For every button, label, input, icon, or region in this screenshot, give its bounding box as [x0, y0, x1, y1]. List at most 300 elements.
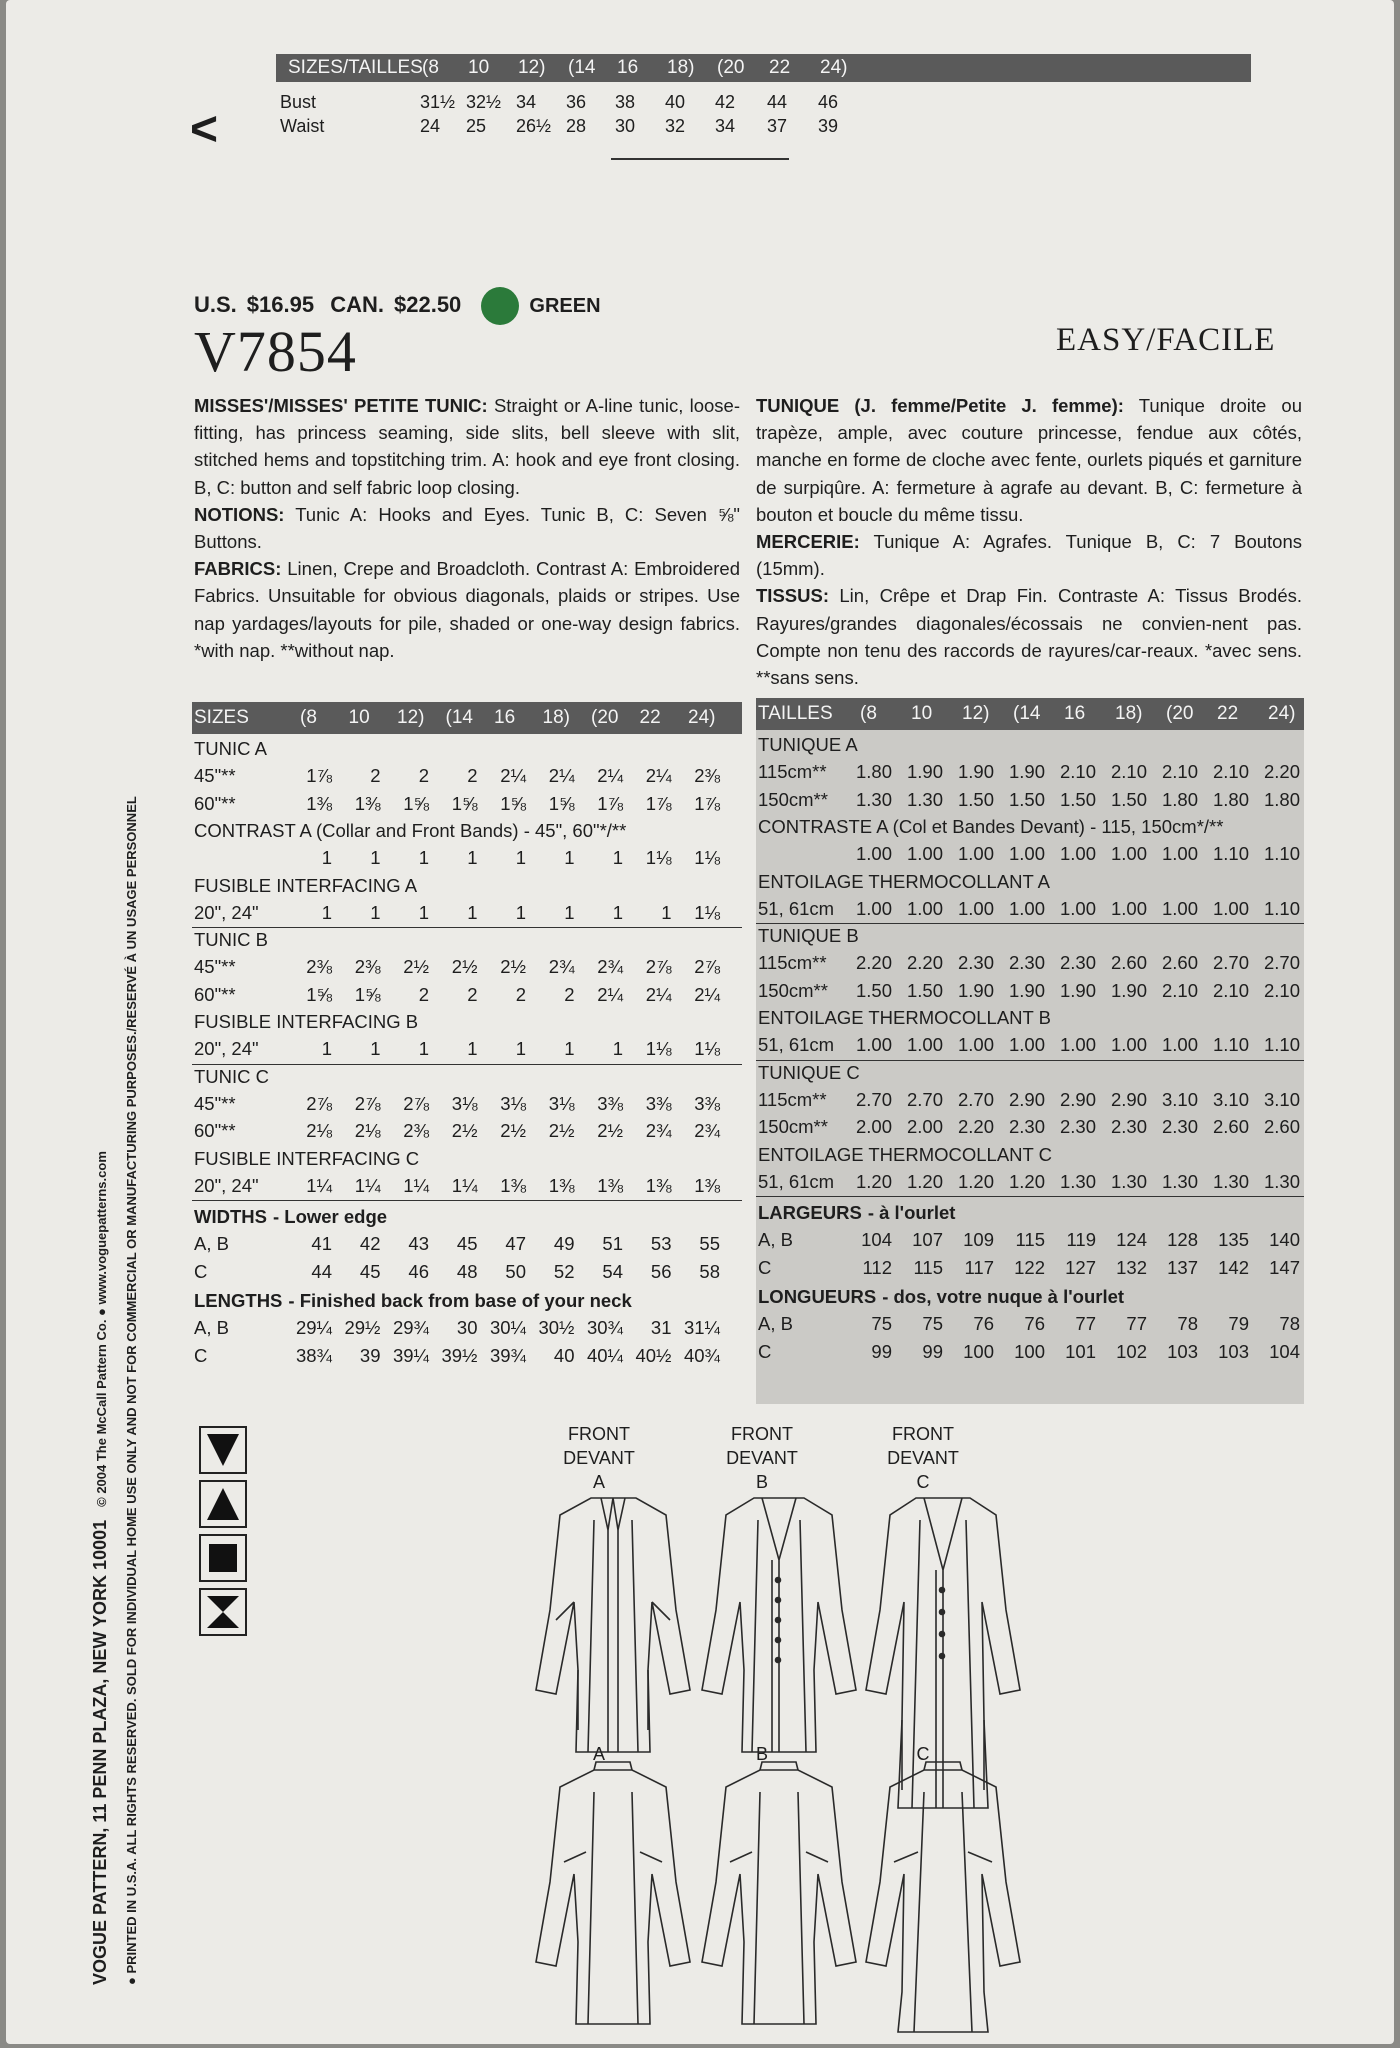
table_fr-cell: 2.20 — [855, 952, 892, 974]
table_fr-section-label: TUNIQUE A — [758, 734, 858, 755]
table_en-cell: 2⅜ — [403, 1120, 429, 1142]
table_en-lengths-cell: 40¼ — [586, 1344, 623, 1366]
table_en-cell: 1 — [612, 901, 623, 923]
table_en-cell: 1 — [515, 901, 526, 923]
table_fr-cell: 1.30 — [855, 788, 892, 810]
table_fr-cell: 1.50 — [1110, 788, 1147, 810]
table_en-lengths-title: LENGTHS - Finished back from base of your neck — [194, 1290, 632, 1311]
desc-fr-body: Tunique droite ou trapèze, ample, avec couture princesse, fendue aux côtés, manche en forme de cloche avec fente, ourlets piqués et garniture de surpiqûre. A: fermeture à agrafe au devant. B, C: fermeture à bouton et boucle du même tissu. — [756, 395, 1302, 525]
color-dot-icon — [481, 287, 519, 325]
table_fr-cell: 1.50 — [1059, 788, 1096, 810]
table_en-cell: 3⅛ — [451, 1092, 478, 1114]
front-view-a-illustration — [536, 1498, 690, 1752]
table_en-size-header: (8 — [300, 707, 317, 728]
table_fr-cell: 1.80 — [855, 761, 892, 783]
waist-value: 34 — [715, 116, 736, 136]
table_en-widths-cell: 45 — [456, 1233, 478, 1255]
table_fr-cell: 2.10 — [1212, 761, 1249, 783]
table_en-cell: 2 — [564, 983, 575, 1005]
yardage-table-fr — [756, 698, 1304, 1404]
size-chart-underline — [611, 158, 789, 160]
back-label-c: C — [916, 1744, 930, 1764]
table_en-size-header: 18) — [542, 707, 570, 728]
table_en-lengths-cell: 29¾ — [392, 1317, 429, 1339]
us-price: $16.95 — [246, 291, 315, 317]
desc-en-body: Straight or A-line tunic, loose-fitting, has princess seaming, side slits, bell sleeve with slit, stitched hems and topstitching trim. A: hook and eye front closing. B, C: button and self fabric loop closing. — [194, 395, 740, 498]
table_fr-cell: 1.00 — [1161, 1034, 1198, 1056]
table_fr-cell: 1.90 — [1059, 979, 1096, 1001]
table_fr-cell: 2.30 — [1161, 1116, 1198, 1138]
table_en-cell: 3⅜ — [645, 1092, 672, 1114]
table_en-cell: 1 — [467, 1038, 478, 1060]
table_en-widths-cell: 55 — [699, 1233, 720, 1255]
table_en-cell: 2 — [418, 983, 429, 1005]
table_fr-cell: 1.50 — [855, 979, 892, 1001]
table_en-lengths-label: A, B — [194, 1317, 229, 1339]
table_fr-row-label: 115cm** — [758, 1088, 827, 1110]
table_fr-cell: 2.30 — [1110, 1116, 1147, 1138]
table_fr-cell: 2.30 — [1008, 952, 1045, 974]
table_fr-lengths-cell: 101 — [1065, 1340, 1096, 1362]
garment-illustrations — [526, 1490, 1046, 2040]
table_en-lengths-label: C — [194, 1344, 208, 1366]
waist-value: 30 — [615, 116, 636, 136]
table_en-widths-cell: 41 — [311, 1233, 332, 1255]
table_en-cell: 2⅛ — [354, 1120, 381, 1142]
table_fr-size-header: 16 — [1064, 703, 1086, 724]
table_en-lengths-cell: 30½ — [538, 1317, 575, 1339]
table_fr-cell: 1.30 — [1161, 1170, 1198, 1192]
table_en-widths-cell: 46 — [408, 1260, 429, 1282]
table_en-lengths-cell: 39¾ — [489, 1344, 526, 1366]
table_fr-row-label: 51, 61cm — [758, 897, 835, 919]
table_fr-cell: 2.30 — [957, 952, 994, 974]
table_fr-cell: 2.10 — [1059, 761, 1096, 783]
table_en-widths-cell: 44 — [311, 1260, 332, 1282]
table_en-size-header: (14 — [445, 707, 473, 728]
size-chart-header — [276, 54, 1251, 82]
table_fr-size-header: (8 — [860, 703, 877, 724]
table_en-cell: 3⅜ — [597, 1092, 623, 1114]
table_en-widths-cell: 53 — [650, 1233, 672, 1255]
table_fr-row-label: 115cm** — [758, 952, 827, 974]
table_en-cell: 2⅛ — [306, 1120, 332, 1142]
table_fr-cell: 1.20 — [855, 1170, 892, 1192]
table_en-cell: 2¼ — [597, 765, 623, 787]
notions-en-label: NOTIONS: — [194, 503, 285, 525]
table_fr-cell: 1.00 — [1212, 897, 1249, 919]
table_en-cell: 2¼ — [645, 983, 672, 1005]
table_en-row-label: 60"** — [194, 1120, 236, 1142]
size-chart-size: (8 — [422, 57, 439, 78]
table_fr-widths-cell: 115 — [1015, 1229, 1045, 1251]
table_fr-cell: 1.00 — [957, 843, 994, 865]
table_fr-lengths-cell: 76 — [1024, 1313, 1045, 1335]
table_fr-widths-label: C — [758, 1256, 772, 1278]
size-chart-size: (20 — [717, 57, 745, 78]
table_fr-row-label: 150cm** — [758, 788, 828, 810]
table_en-widths-cell: 58 — [699, 1260, 720, 1282]
table_en-row-label: 60"** — [194, 983, 236, 1005]
table_en-row-label: 20", 24" — [194, 1038, 259, 1060]
table_en-widths-cell: 45 — [359, 1260, 381, 1282]
table_fr-cell: 2.70 — [906, 1088, 943, 1110]
table_fr-lengths-cell: 75 — [922, 1313, 943, 1335]
table_fr-lengths-cell: 75 — [871, 1313, 892, 1335]
table_en-cell: 2⅞ — [354, 1092, 381, 1114]
table_en-size-header: 16 — [494, 707, 516, 728]
table_fr-row-label: 150cm** — [758, 1116, 828, 1138]
table_en-cell: 3⅜ — [694, 1092, 720, 1114]
table_fr-cell: 1.90 — [957, 761, 994, 783]
table_en-row-label: 20", 24" — [194, 1174, 259, 1196]
table_fr-cell: 1.80 — [1161, 788, 1198, 810]
fabrics-en: Linen, Crepe and Broadcloth. Contrast A: Embroidered Fabrics. Unsuitable for obvious diagonals, plaids or stripes. Use nap yardages/layouts for pile, shaded or one-way design fabrics. *with nap. **without nap. — [194, 558, 741, 661]
can-price: $22.50 — [394, 291, 462, 317]
table_fr-cell: 2.70 — [957, 1088, 994, 1110]
table_fr-header-label: TAILLES — [758, 703, 833, 724]
waist-label: Waist — [280, 116, 325, 136]
table_en-cell: 1 — [321, 901, 332, 923]
table_fr-widths-cell: 109 — [963, 1229, 994, 1251]
table_en-cell: 1 — [418, 847, 429, 869]
table_en-section-label: FUSIBLE INTERFACING B — [194, 1011, 419, 1032]
table_fr-lengths-label: C — [758, 1340, 772, 1362]
fabrics-fr: Lin, Crêpe et Drap Fin. Contraste A: Tissus Brodés. Rayures/grandes diagonales/écossais ne convien-nent pas. Compte non tenu des raccords de rayures/car-reaux. *avec sens. **sans sens. — [756, 585, 1302, 689]
table_en-cell: 1¼ — [451, 1174, 478, 1196]
table_fr-lengths-cell: 78 — [1279, 1313, 1300, 1335]
table_en-size-header: 10 — [348, 707, 370, 728]
table_fr-widths-cell: 142 — [1218, 1256, 1249, 1278]
table_en-cell: 2½ — [500, 1120, 526, 1142]
table_fr-row-label: 51, 61cm — [758, 1034, 835, 1056]
table_fr-section-label: TUNIQUE C — [758, 1061, 860, 1083]
table_en-cell: 1 — [418, 901, 429, 923]
table_fr-section-label: ENTOILAGE THERMOCOLLANT B — [758, 1007, 1051, 1028]
table_en-lengths-cell: 38¾ — [295, 1344, 332, 1366]
table_en-lengths-cell: 30¾ — [586, 1317, 623, 1339]
table_fr-cell: 1.00 — [1059, 1034, 1096, 1056]
table_fr-cell: 1.00 — [1008, 897, 1045, 919]
table_fr-cell: 2.70 — [855, 1088, 892, 1110]
table_en-cell: 1 — [564, 1038, 575, 1060]
table_fr-widths-cell: 119 — [1066, 1229, 1096, 1251]
table_fr-cell: 3.10 — [1161, 1088, 1198, 1110]
back-label-a: A — [592, 1744, 605, 1764]
table_fr-cell: 1.00 — [906, 843, 943, 865]
table_fr-cell: 1.10 — [1212, 843, 1249, 865]
table_en-size-header: 24) — [688, 707, 716, 728]
table_fr-section-label: ENTOILAGE THERMOCOLLANT C — [758, 1143, 1053, 1165]
table_fr-cell: 2.70 — [1263, 952, 1300, 974]
publisher-side-text: VOGUE PATTERN, 11 PENN PLAZA, NEW YORK 10001 © 2004 The McCall Pattern Co. ● www.voguepatterns.com — [90, 1151, 110, 1985]
table_en-widths-title: WIDTHS - Lower edge — [194, 1206, 388, 1228]
table_en-cell: 1⅜ — [548, 1174, 575, 1196]
size-chart-size: 18) — [667, 57, 695, 78]
can-label: CAN. — [330, 291, 384, 317]
table_en-widths-cell: 52 — [553, 1260, 575, 1282]
table_fr-cell: 2.20 — [906, 952, 943, 974]
table_fr-cell: 2.60 — [1212, 1116, 1249, 1138]
table_en-widths-cell: 56 — [650, 1260, 672, 1282]
table_fr-cell: 1.90 — [1008, 979, 1045, 1001]
table_en-row-label: 45"** — [194, 956, 236, 978]
table_en-cell: 2 — [467, 765, 478, 787]
table_en-cell: 1⅜ — [597, 1174, 623, 1196]
table_fr-lengths-cell: 79 — [1228, 1313, 1249, 1335]
back-label-b: B — [755, 1744, 768, 1764]
table_fr-size-header: 12) — [962, 703, 990, 724]
table_fr-size-header: (20 — [1166, 703, 1194, 724]
waist-value: 37 — [767, 116, 788, 136]
back-view-a-illustration — [536, 1762, 690, 2024]
table_en-cell: 1⅜ — [694, 1174, 720, 1196]
square-symbol-icon — [199, 1534, 247, 1582]
table_en-cell: 1 — [370, 1038, 381, 1060]
table_en-lengths-cell: 29½ — [344, 1317, 381, 1339]
table_en-cell: 2 — [370, 765, 381, 787]
table_en-cell: 3⅛ — [548, 1092, 575, 1114]
table_en-cell: 1⅜ — [306, 792, 332, 814]
table_en-cell: 1⅝ — [354, 983, 381, 1005]
waist-value: 25 — [466, 116, 487, 136]
table_fr-cell: 1.00 — [855, 1034, 892, 1056]
table_en-row-rule — [192, 1064, 742, 1065]
table_fr-lengths-cell: 99 — [922, 1340, 943, 1362]
table_en-cell: 1 — [467, 901, 478, 923]
table_fr-widths-cell: 117 — [964, 1256, 994, 1278]
table_fr-widths-cell: 147 — [1269, 1256, 1300, 1278]
fold-symbol-up-icon — [199, 1480, 247, 1528]
table_en-cell: 1⅞ — [694, 792, 720, 814]
table_en-cell: 2⅜ — [354, 956, 381, 978]
table_fr-widths-cell: 127 — [1065, 1256, 1096, 1278]
bust-row — [6, 92, 1394, 116]
front-label-b: FRONT DEVANT B — [726, 1424, 798, 1492]
table_en-section-label: FUSIBLE INTERFACING C — [194, 1147, 420, 1169]
table_fr-cell: 1.00 — [855, 897, 892, 919]
table_fr-cell: 2.00 — [855, 1116, 892, 1138]
table_fr-widths-cell: 137 — [1167, 1256, 1198, 1278]
size-chart-header-label: SIZES/TAILLES — [288, 57, 423, 78]
table_en-cell: 3⅛ — [500, 1092, 526, 1114]
size-chart-size: 22 — [769, 57, 791, 78]
table_fr-cell: 1.20 — [906, 1170, 943, 1192]
table_fr-row-rule — [756, 1196, 1304, 1197]
table_en-cell: 2½ — [548, 1120, 575, 1142]
table_en-row-rule — [192, 927, 742, 928]
table_fr-row-label: 150cm** — [758, 979, 828, 1001]
table_fr-cell: 1.20 — [1008, 1170, 1045, 1192]
table_fr-cell: 1.00 — [957, 1034, 994, 1056]
table_en-row-rule — [192, 1200, 742, 1201]
table_en-section-label: TUNIC A — [194, 738, 267, 759]
table_en-widths-label: C — [194, 1260, 208, 1282]
us-label: U.S. — [194, 291, 237, 317]
table_fr-widths-cell: 107 — [912, 1229, 943, 1251]
table_en-cell: 1 — [661, 901, 672, 923]
table_fr-row-label: 51, 61cm — [758, 1170, 835, 1192]
size-chart-size: (14 — [568, 57, 596, 78]
table_en-header — [192, 702, 742, 734]
table_fr-widths-cell: 132 — [1116, 1256, 1147, 1278]
table_en-cell: 1 — [612, 847, 623, 869]
notions-en: Tunic A: Hooks and Eyes. Tunic B, C: Seven ⅝" Buttons. — [194, 503, 740, 553]
table_fr-cell: 2.10 — [1110, 761, 1147, 783]
table_fr-cell: 1.00 — [906, 1034, 943, 1056]
waist-value: 24 — [420, 116, 441, 136]
table_fr-cell: 2.90 — [1110, 1088, 1147, 1110]
table_en-cell: 1¼ — [354, 1174, 381, 1196]
table_en-lengths-cell: 40½ — [635, 1344, 672, 1366]
table_fr-widths-cell: 115 — [913, 1256, 943, 1278]
fold-symbol-down-icon — [199, 1426, 247, 1474]
table_en-lengths-cell: 40¾ — [683, 1344, 720, 1366]
table_en-cell: 1 — [321, 847, 332, 869]
table_fr-cell: 2.10 — [1263, 979, 1300, 1001]
notions-fr-label: MERCERIE: — [756, 531, 860, 553]
table_en-cell: 1 — [564, 847, 575, 869]
table_en-cell: 1⅞ — [597, 792, 623, 814]
table_fr-widths-cell: 104 — [861, 1229, 892, 1251]
table_fr-cell: 2.10 — [1161, 979, 1198, 1001]
waist-value: 28 — [566, 116, 587, 136]
table_fr-cell: 1.50 — [957, 788, 994, 810]
table_en-size-header: 12) — [397, 707, 425, 728]
table_en-cell: 1⅞ — [645, 792, 672, 814]
table_fr-cell: 1.00 — [1110, 897, 1147, 919]
table_en-cell: 2½ — [500, 956, 526, 978]
table_en-cell: 1 — [564, 901, 575, 923]
table_en-cell: 2 — [515, 983, 526, 1005]
table_fr-widths-title: LARGEURS - à l'ourlet — [758, 1202, 956, 1224]
table_en-cell: 1⅛ — [645, 847, 672, 869]
table_fr-cell: 1.50 — [906, 979, 943, 1001]
table_fr-cell: 2.60 — [1161, 952, 1198, 974]
table_fr-cell: 1.00 — [1059, 843, 1096, 865]
table_fr-cell: 1.10 — [1263, 897, 1300, 919]
bust-value: 42 — [715, 92, 736, 112]
waist-value: 32 — [665, 116, 686, 136]
size-chart-size: 10 — [468, 57, 490, 78]
table_en-widths-cell: 47 — [505, 1233, 526, 1255]
table_fr-cell: 1.00 — [957, 897, 994, 919]
table_fr-cell: 2.00 — [906, 1116, 943, 1138]
front-view-b-illustration — [702, 1498, 856, 1752]
table_en-cell: 2 — [418, 765, 429, 787]
table_fr-widths-cell: 112 — [862, 1256, 892, 1278]
table_en-row-label: 20", 24" — [194, 901, 259, 923]
table_fr-widths-cell: 124 — [1116, 1229, 1147, 1251]
table_fr-lengths-cell: 99 — [871, 1340, 892, 1362]
table_fr-lengths-cell: 102 — [1116, 1340, 1147, 1362]
table_fr-widths-cell: 135 — [1218, 1229, 1249, 1251]
table_en-section-label: CONTRAST A (Collar and Front Bands) - 45", 60"*/** — [194, 819, 627, 841]
table_en-lengths-cell: 30¼ — [489, 1317, 526, 1339]
table_fr-lengths-cell: 104 — [1269, 1340, 1300, 1362]
table_en-cell: 2¾ — [694, 1120, 720, 1142]
desc-fr-title: TUNIQUE (J. femme/Petite J. femme): — [756, 395, 1124, 416]
back-view-b-illustration — [702, 1762, 856, 2024]
desc-en-title: MISSES'/MISSES' PETITE TUNIC: — [194, 395, 488, 416]
table_en-cell: 1⅝ — [500, 792, 526, 814]
table_fr-cell: 2.30 — [1059, 952, 1096, 974]
bust-value: 31½ — [420, 92, 456, 112]
table_fr-row-rule — [756, 1060, 1304, 1061]
table_en-cell: 2 — [467, 983, 478, 1005]
table_en-lengths-cell: 31¼ — [683, 1317, 720, 1339]
table_en-cell: 2¼ — [597, 983, 623, 1005]
table_en-header-label: SIZES — [194, 707, 249, 728]
table_en-lengths-cell: 31 — [650, 1317, 672, 1339]
table_fr-cell: 2.20 — [957, 1116, 994, 1138]
table_fr-cell: 1.00 — [855, 843, 892, 865]
table_en-cell: 2½ — [597, 1120, 623, 1142]
table_fr-cell: 1.30 — [906, 788, 943, 810]
table_en-cell: 2½ — [451, 956, 478, 978]
table_fr-cell: 1.00 — [1110, 1034, 1147, 1056]
table_en-section-label: TUNIC C — [194, 1065, 270, 1087]
table_en-lengths-cell: 29¼ — [295, 1317, 332, 1339]
table_fr-cell: 2.10 — [1212, 979, 1249, 1001]
table_fr-widths-cell: 128 — [1167, 1229, 1198, 1251]
table_en-cell: 1 — [370, 847, 381, 869]
table_fr-cell: 2.90 — [1059, 1088, 1096, 1110]
table_fr-lengths-cell: 100 — [1014, 1340, 1045, 1362]
front-label-a: FRONT DEVANT A — [563, 1424, 635, 1492]
table_fr-cell: 1.00 — [1008, 843, 1045, 865]
table_fr-lengths-cell: 77 — [1075, 1313, 1096, 1335]
table_en-cell: 1 — [515, 1038, 526, 1060]
table_en-widths-cell: 54 — [602, 1260, 623, 1282]
style-number: V7854 — [194, 319, 357, 384]
table_en-section-label: TUNIC B — [194, 929, 268, 951]
table_fr-row-rule — [756, 923, 1304, 924]
table_fr-cell: 2.70 — [1212, 952, 1249, 974]
table_fr-cell: 1.10 — [1263, 1034, 1300, 1056]
table_en-cell: 2¾ — [597, 956, 623, 978]
bust-value: 46 — [818, 92, 839, 112]
table_en-section-label: FUSIBLE INTERFACING A — [194, 874, 418, 896]
table_fr-cell: 1.00 — [906, 897, 943, 919]
size-chart-arrow: < — [190, 103, 219, 156]
table_en-lengths-cell: 40 — [553, 1344, 575, 1366]
table_fr-cell: 1.30 — [1212, 1170, 1249, 1192]
table_en-cell: 1⅛ — [694, 847, 720, 869]
notions-fr: Tunique A: Agrafes. Tunique B, C: 7 Boutons (15mm). — [756, 531, 1302, 580]
table_fr-lengths-cell: 100 — [963, 1340, 994, 1362]
table_en-size-header: 22 — [639, 707, 661, 728]
yardage-table-en — [192, 702, 742, 1404]
table_fr-header — [756, 698, 1304, 730]
table_fr-cell: 1.00 — [1161, 897, 1198, 919]
color-label: GREEN — [529, 294, 601, 317]
table_en-cell: 1⅜ — [354, 792, 381, 814]
size-chart-size: 24) — [820, 57, 848, 78]
table_fr-row-label: 115cm** — [758, 761, 827, 783]
table_fr-widths-cell: 140 — [1269, 1229, 1300, 1251]
table_en-cell: 1⅜ — [645, 1174, 672, 1196]
table_en-cell: 1 — [370, 901, 381, 923]
waist-value: 39 — [818, 116, 839, 136]
table_en-cell: 1 — [612, 1038, 623, 1060]
table_en-lengths-cell: 30 — [456, 1317, 478, 1339]
fabrics-fr-label: TISSUS: — [756, 585, 829, 607]
bust-label: Bust — [280, 92, 317, 112]
table_en-cell: 1¼ — [306, 1174, 332, 1196]
table_fr-cell: 1.00 — [1059, 897, 1096, 919]
pattern-envelope-back — [6, 0, 1394, 2044]
